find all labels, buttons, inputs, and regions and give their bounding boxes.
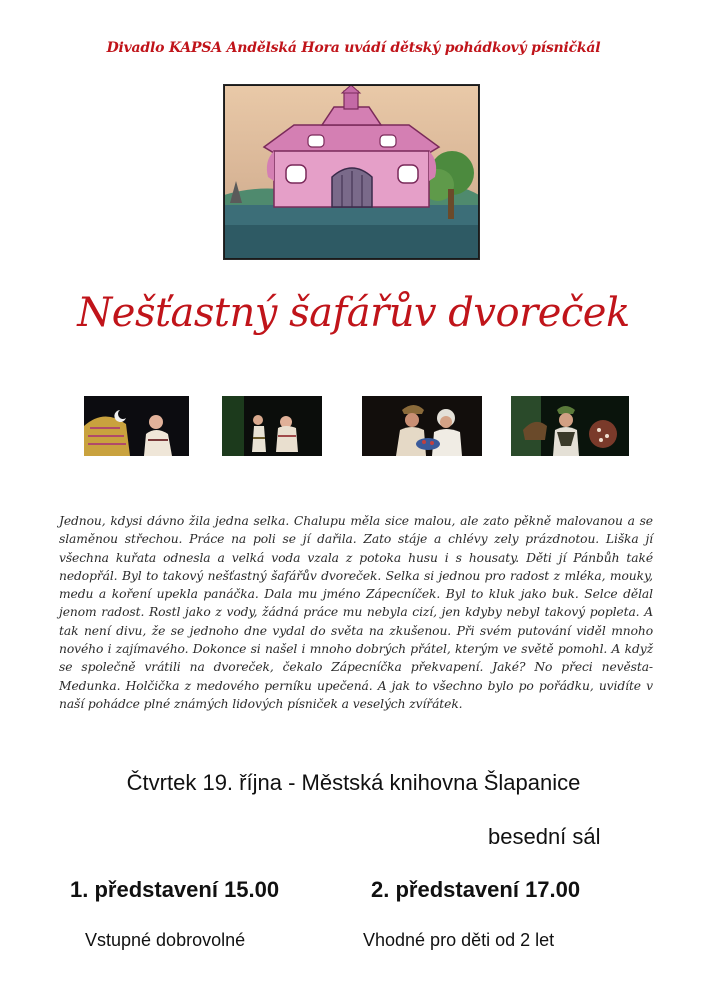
play-title: Nešťastný šafářův dvoreček [77,290,630,336]
hero-illustration [223,84,480,260]
scene-photo-3 [362,396,482,456]
event-date-location: Čtvrtek 19. října - Městská knihovna Šlapanice [126,770,581,795]
age-note: Vhodné pro děti od 2 let [363,930,555,950]
admission-note: Vstupné dobrovolné [85,930,246,950]
showtime-1: 1. představení 15.00 [70,877,280,902]
showtime-2: 2. představení 17.00 [371,877,581,902]
intro-line: Divadlo KAPSA Andělská Hora uvádí dětský pohádkový písničkál [106,40,601,56]
painted-pink-house-icon [224,85,479,259]
scene-photo-2 [222,396,322,456]
scene-photo-4 [511,396,629,456]
event-room: besední sál [488,824,601,849]
story-paragraph: Jednou, kdysi dávno žila jedna selka. Chalupu měla sice malou, ale zato pěkně malovanou a se slaměnou střechou. Práce na poli se jí dařila. Zato stáje a chlévy zely prázdnotou. Liška jí všechna kuřata odnesla a velká voda vzala z potoka husu i s housaty. Děti jí Pánbůh také nedopřál. Byl to takový nešťastný šafářův dvoreček. Selka si jednou pro radost z mléka, mouky, medu a koření upekla panáčka. Dala mu jméno Zápecníček. Byl to kluk jako buk. Selce dělal jenom radost. Rostl jako z vody, žádná práce mu nebyla cizí, jen kdyby nebyl takový popleta. A tak není divu, že se jednoho dne vydal do světa na zkušenou. Při svém putování viděl mnoho nového i zajímavého. Dokonce si našel i mnoho dobrých přátel, kterým ve světě pomohl. A když se společně vrátili na dvoreček, čekalo Zápecníčka překvapení. Jaké? No přeci nevěsta-Medunka. Holčička z medového perníku upečená. A jak to všechno bylo po pořádku, uvidíte v naší pohádce plné známých lidových písniček a veselých zvířátek. [59,514,653,711]
scene-photo-1 [84,396,189,456]
